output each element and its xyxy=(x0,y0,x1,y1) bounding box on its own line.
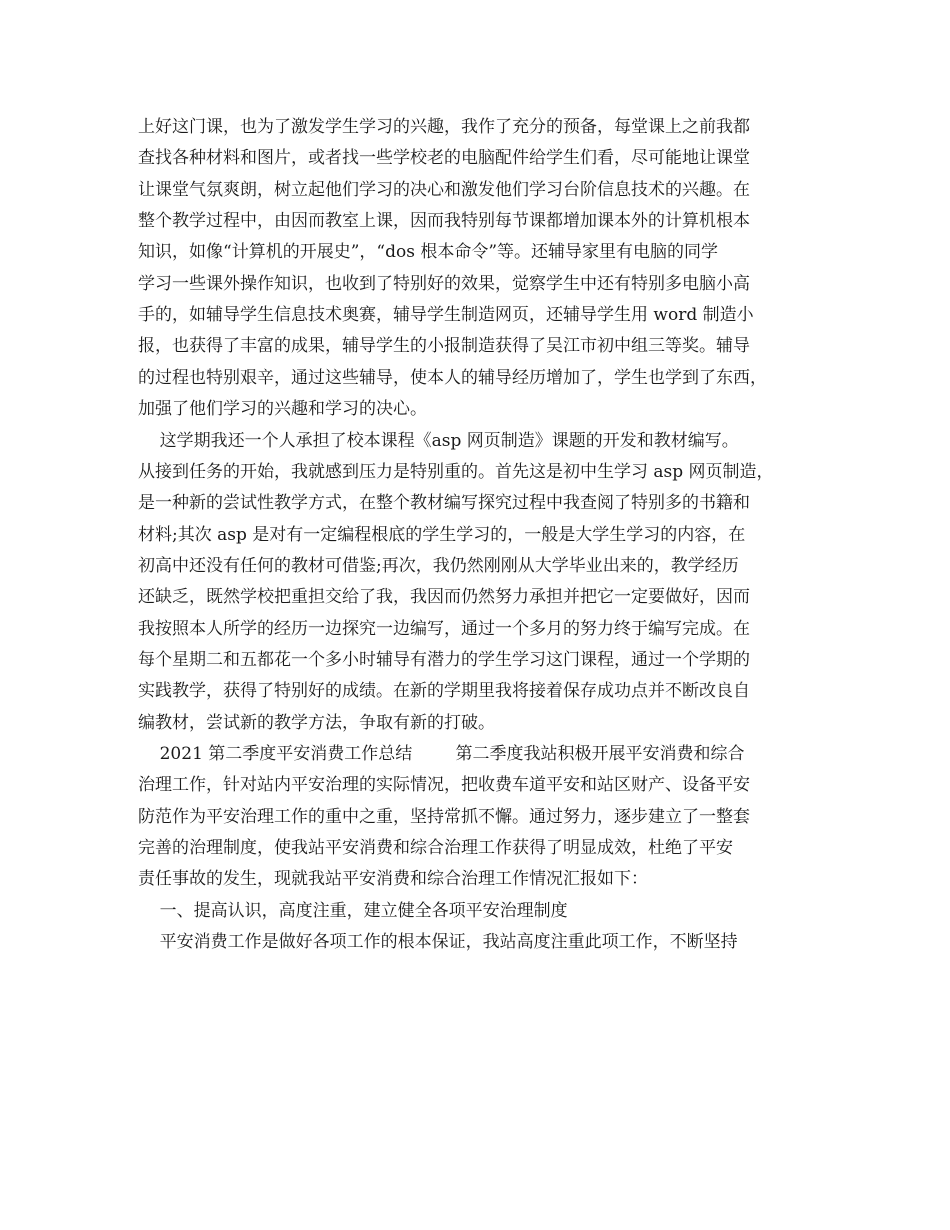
text-line: 编教材，尝试新的教学方法，争取有新的打破。 xyxy=(138,713,495,733)
text-line: 查找各种材料和图片，或者找一些学校老的电脑配件给学生们看，尽可能地让课堂 xyxy=(138,148,750,168)
text-line: 材料;其次 asp 是对有一定编程根底的学生学习的，一般是大学生学习的内容，在 xyxy=(138,525,746,545)
text-line: 从接到任务的开始，我就感到压力是特别重的。首先这是初中生学习 asp 网页制造， xyxy=(138,462,774,482)
text-line: 加强了他们学习的兴趣和学习的决心。 xyxy=(138,399,427,419)
text-line: 整个教学过程中，由因而教室上课，因而我特别每节课都增加课本外的计算机根本 xyxy=(138,211,750,231)
text-line: 每个星期二和五都花一个多小时辅导有潜力的学生学习这门课程，通过一个学期的 xyxy=(138,650,750,670)
text-line: 初高中还没有任何的教材可借鉴;再次，我仍然刚刚从大学毕业出来的，教学经历 xyxy=(138,556,739,576)
text-line: 让课堂气氛爽朗，树立起他们学习的决心和激发他们学习台阶信息技术的兴趣。在 xyxy=(138,180,750,200)
text-line: 一、提高认识，高度注重，建立健全各项平安治理制度 xyxy=(138,901,568,921)
text-line: 我按照本人所学的经历一边探究一边编写，通过一个多月的努力终于编写完成。在 xyxy=(138,619,750,639)
text-line: 手的，如辅导学生信息技术奥赛，辅导学生制造网页，还辅导学生用 word 制造小 xyxy=(138,305,754,325)
text-line: 学习一些课外操作知识，也收到了特别好的效果，觉察学生中还有特别多电脑小高 xyxy=(138,274,750,294)
text-line: 是一种新的尝试性教学方式，在整个教材编写探究过程中我查阅了特别多的书籍和 xyxy=(138,493,750,513)
text-line: 这学期我还一个人承担了校本课程《asp 网页制造》课题的开发和教材编写。 xyxy=(138,431,739,451)
text-line: 报，也获得了丰富的成果，辅导学生的小报制造获得了吴江市初中组三等奖。辅导 xyxy=(138,336,750,356)
text-line: 责任事故的发生，现就我站平安消费和综合治理工作情况汇报如下： xyxy=(138,869,648,889)
text-line: 2021 第二季度平安消费工作总结 第二季度我站积极开展平安消费和综合 xyxy=(138,744,745,764)
text-line: 治理工作，针对站内平安治理的实际情况，把收费车道平安和站区财产、设备平安 xyxy=(138,775,750,795)
text-line: 完善的治理制度，使我站平安消费和综合治理工作获得了明显成效，杜绝了平安 xyxy=(138,838,733,858)
text-line: 防范作为平安治理工作的重中之重，坚持常抓不懈。通过努力，逐步建立了一整套 xyxy=(138,807,750,827)
text-line: 知识，如像“计算机的开展史”，“dos 根本命令”等。还辅导家里有电脑的同学 xyxy=(138,242,719,262)
text-line: 的过程也特别艰辛，通过这些辅导，使本人的辅导经历增加了，学生也学到了东西， xyxy=(138,368,767,388)
text-line: 实践教学，获得了特别好的成绩。在新的学期里我将接着保存成功点并不断改良自 xyxy=(138,681,750,701)
text-line: 平安消费工作是做好各项工作的根本保证，我站高度注重此项工作，不断坚持 xyxy=(138,932,738,952)
text-line: 上好这门课，也为了激发学生学习的兴趣，我作了充分的预备，每堂课上之前我都 xyxy=(138,117,750,137)
text-line: 还缺乏，既然学校把重担交给了我，我因而仍然努力承担并把它一定要做好，因而 xyxy=(138,587,750,607)
